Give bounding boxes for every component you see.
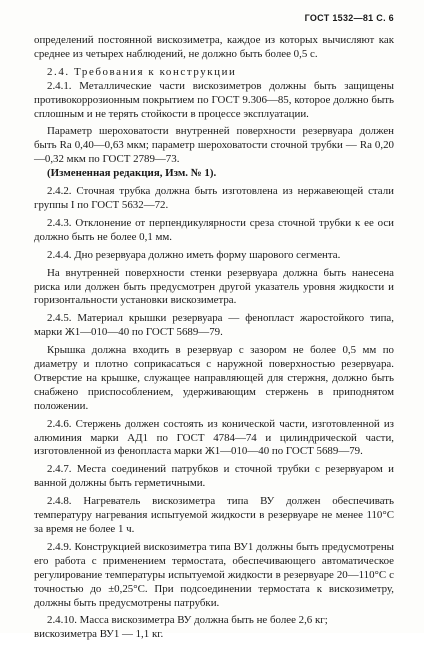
- paragraph-2-4-1: 2.4.1. Металлические части вискозиметров должны быть защищены противокоррозионным покрытием по ГОСТ 9.306—85, которое должно быть сплошным и не терять стойкости в процессе эксплуатации.: [34, 79, 394, 120]
- paragraph-continuation: определений постоянной вискозиметра, каждое из которых вычисляют как среднее из четырех наблюдений, не должно быть более 0,5 с.: [34, 34, 394, 60]
- paragraph-lid: Крышка должна входить в резервуар с зазором не более 0,5 мм по диаметру и плотно соприкасаться с наружной поверхностью резервуара. Отверстие на крышке, служащее направляющей для стержня, должно быть снабжено приспособлением, удерживающим стержень в приподнятом положении.: [34, 344, 394, 412]
- paragraph-2-4-2: 2.4.2. Сточная трубка должна быть изготовлена из нержавеющей стали группы I по ГОСТ 5632—72.: [34, 185, 394, 211]
- paragraph-2-4-4: 2.4.4. Дно резервуара должно иметь форму шарового сегмента.: [47, 248, 341, 261]
- paragraph-level-mark: На внутренней поверхности стенки резервуара должна быть нанесена риска или должен быть предусмотрен другой указатель уровня жидкости и горизонтальности установки вискозиметра.: [34, 266, 394, 307]
- paragraph-roughness: Параметр шероховатости внутренней поверхности резервуара должен быть Ra 0,40—0,63 мкм; параметр шероховатости сточной трубки — Ra 0,20—0,32 мкм по ГОСТ 2789—73.: [34, 125, 394, 166]
- paragraph-2-4-10-cont: вискозиметра ВУ1 — 1,1 кг.: [34, 628, 164, 641]
- paragraph-2-4-10: 2.4.10. Масса вискозиметра ВУ должна быть не более 2,6 кг;: [47, 614, 328, 627]
- page-content: [34, 34, 394, 646]
- paragraph-2-4-7: 2.4.7. Места соединений патрубков и сточной трубки с резервуаром и ванной должны быть герметичными.: [34, 463, 394, 490]
- section-heading-2-4: [34, 66, 394, 80]
- paragraph-2-4-6: 2.4.6. Стержень должен состоять из конической части, изготовленной из алюминия марки АД1 по ГОСТ 4784—74 и цилиндрической части, изготовленной из фенопласта марки Ж1—010—40 по ГОСТ 5689—79.: [34, 417, 394, 458]
- section-heading-text: 2.4. Требования к конструкции: [47, 65, 237, 78]
- paragraph-2-4-5: 2.4.5. Материал крышки резервуара — фенопласт жаростойкого типа, марки Ж1—010—40 по ГОСТ 5689—79.: [34, 312, 394, 339]
- paragraph-2-4-9: 2.4.9. Конструкцией вискозиметра типа ВУ1 должны быть предусмотрены его работа с применением термостата, обеспечивающего автоматическое регулирование температуры испытуемой жидкости в резервуаре 20—110°С с точностью до ±0,25°С. При подсоединении термостата к вискозиметру, должны быть предусмотрены патрубки.: [34, 540, 394, 609]
- page-header: ГОСТ 1532—81 С. 6: [304, 13, 394, 23]
- amendment-note: (Измененная редакция, Изм. № 1).: [47, 167, 217, 180]
- paragraph-2-4-3: 2.4.3. Отклонение от перпендикулярности среза сточной трубки к ее оси должно быть не более 0,1 мм.: [34, 216, 394, 243]
- paragraph-2-4-8: 2.4.8. Нагреватель вискозиметра типа ВУ должен обеспечивать температуру нагревания испытуемой жидкости в резервуаре не менее 110°С за время не более 1 ч.: [34, 495, 394, 535]
